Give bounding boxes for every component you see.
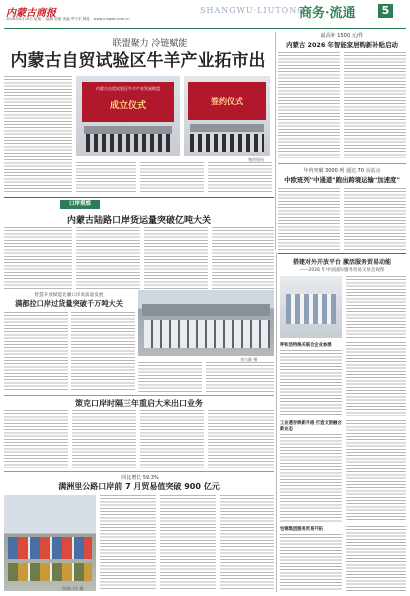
lead-photo-2	[184, 76, 270, 156]
side1-title: 呼和浩特海关联合企业参展	[280, 343, 332, 348]
banner-main-text: 成立仪式	[109, 101, 146, 111]
people-row	[86, 134, 170, 152]
section-title: 商务·流通	[299, 6, 356, 21]
rm-kicker: 年内突破 3000 列 通达 70 余站点	[303, 168, 381, 174]
rt-kicker: 最高补 1500 元/件	[320, 33, 364, 39]
stage-banner	[82, 82, 174, 122]
port-trucks-photo	[138, 290, 274, 356]
banner2-text: 签约仪式	[211, 97, 243, 106]
stage-banner-2	[188, 82, 266, 120]
container-train	[8, 537, 92, 559]
lead-photo	[76, 76, 180, 156]
mz-kicker: 同比增长 59.3%	[121, 475, 159, 481]
rail-caption: 铁路口岸 摄	[62, 586, 84, 591]
rail-photo	[4, 495, 96, 591]
port-photo-caption: 李占颜 摄	[240, 357, 258, 362]
rb-sub: ——2026 年中国国际服务贸易交易会观察	[299, 268, 385, 273]
lead-kicker: 联盟聚力 冷链赋能	[112, 39, 188, 49]
md-kicker: 智慧开放赋能北疆口岸高质量发展	[34, 293, 104, 298]
port-tag: 口岸观察	[60, 200, 100, 209]
port-headline: 内蒙古陆路口岸货运量突破亿吨大关	[66, 216, 211, 226]
rt-headline: 内蒙古 2026 年智能家居购新补贴启动	[286, 41, 398, 49]
lead-body-col1	[4, 76, 72, 194]
mz-headline: 满洲里公路口岸前 7 月贸易值突破 900 亿元	[58, 482, 220, 491]
lead-headline: 内蒙古自贸试验区牛羊产业拓市出	[10, 51, 266, 71]
lead-caption: 签约现场	[248, 157, 264, 162]
masthead-dateline: 2026年8月18日 星期二 编辑 张雅 美编 罗宇东 网址：www.nmgsb.com.cn	[6, 17, 130, 21]
section-pinyin: SHANGWU·LIUTONG	[200, 6, 305, 15]
expo-photo	[280, 276, 342, 338]
rm-headline: 中欧班列"中通道"跑出跨境运输"加速度"	[284, 176, 400, 184]
side2-title: 工业遗存焕新升级 打造文旅融合新业态	[280, 421, 342, 432]
side3-title: 包钢集团服务贸易开拓	[280, 527, 323, 532]
ceke-headline: 策克口岸时隔三年重启大米出口业务	[75, 399, 203, 408]
rb-headline: 搭建对外开放平台 激活服务贸易动能	[292, 259, 392, 266]
page-number: 5	[378, 4, 393, 18]
md-headline: 满都拉口岸过货量突破千万吨大关	[15, 299, 123, 308]
masthead-rule	[4, 28, 406, 29]
banner-text: 内蒙古自贸试验区牛羊产业发展联盟	[96, 86, 160, 91]
masthead-title: 内蒙古商报	[6, 8, 56, 19]
truck-rows	[144, 320, 270, 348]
